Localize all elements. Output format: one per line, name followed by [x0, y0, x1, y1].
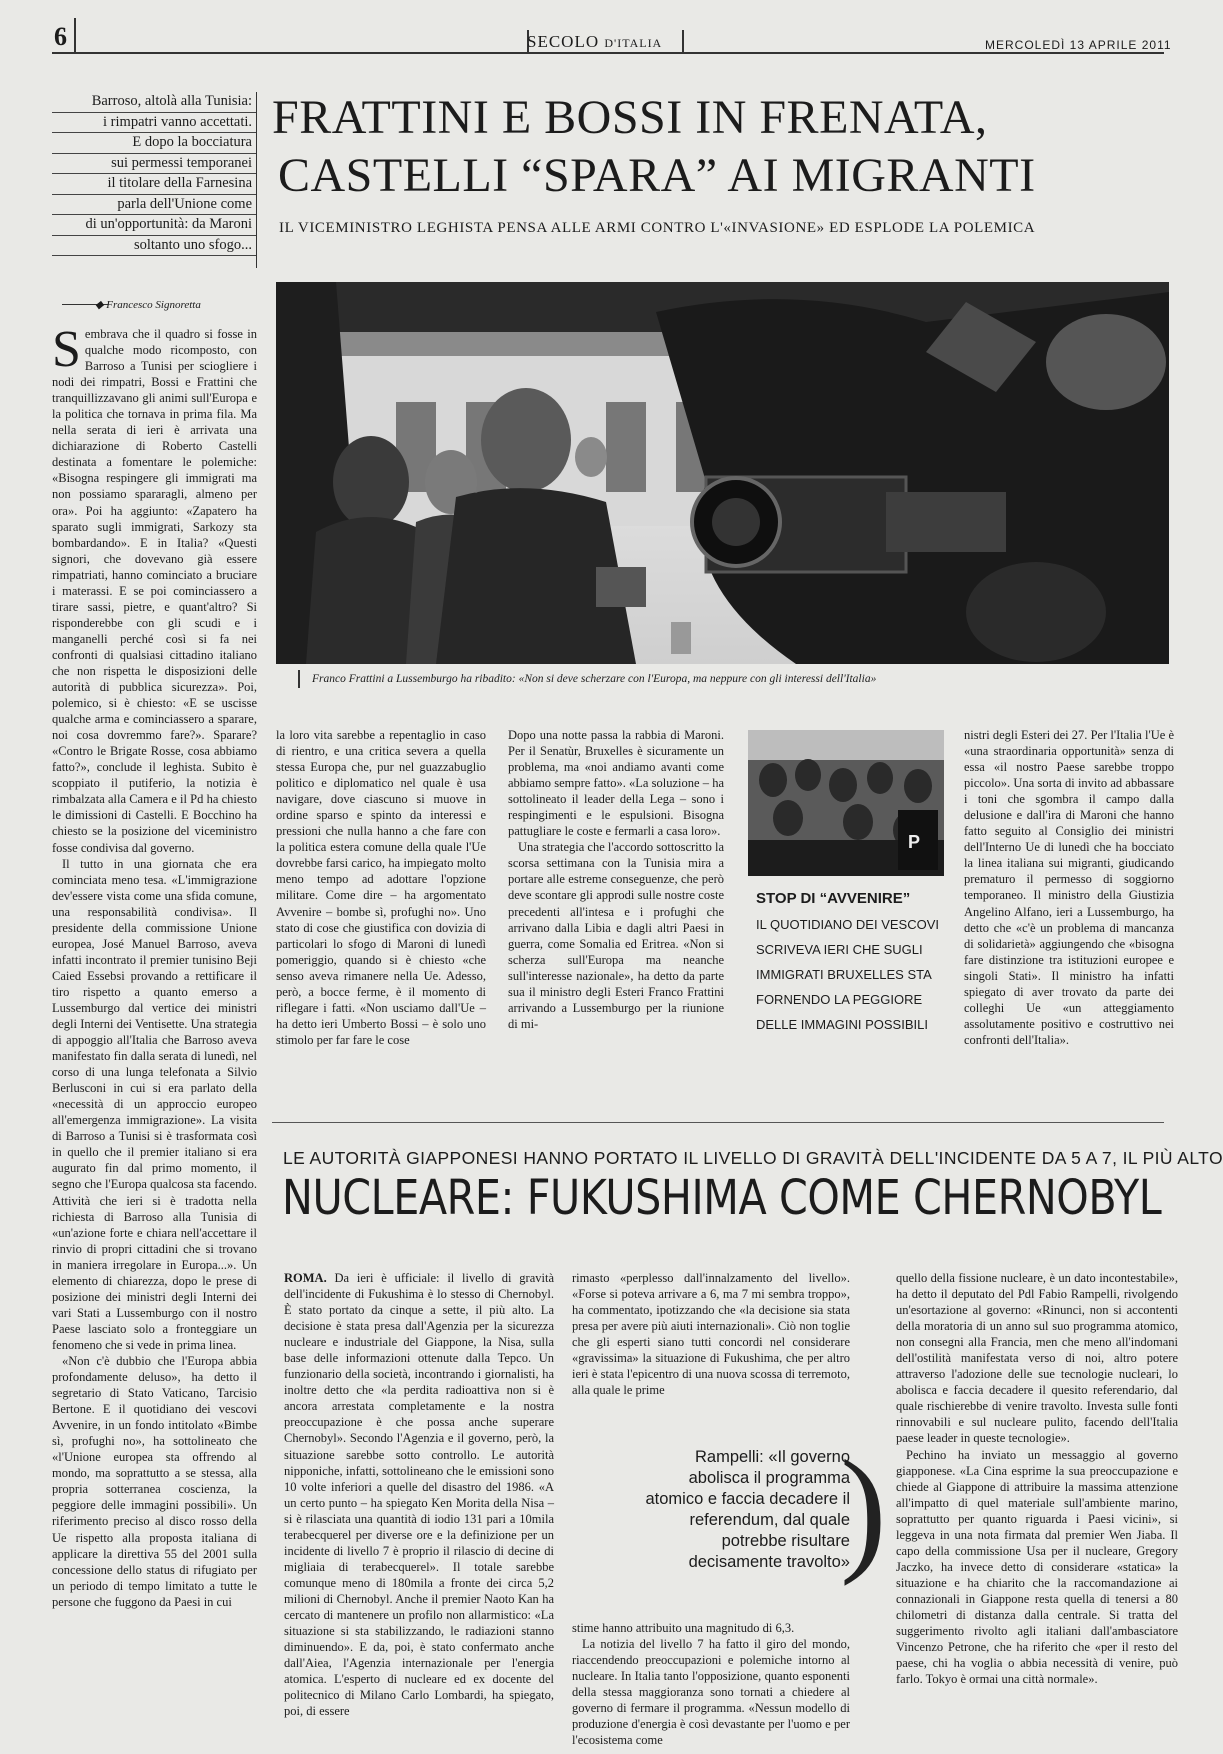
article-column-3	[896, 1270, 1178, 1734]
article-column-2	[276, 727, 486, 1079]
box-body: IL QUOTIDIANO DEI VESCOVI SCRIVEVA IERI CHE SUGLI IMMIGRATI BRUXELLES STA FORNENDO LA PEGGIORE DELLE IMMAGINI POSSIBILI	[756, 917, 939, 1032]
summary-line: sui permessi temporanei	[52, 154, 256, 175]
article-paragraph: nistri degli Esteri dei 27. Per l'Italia l'Ue è «una straordinaria opportunità» senza di essa «il nostro Paese sarebbe troppo piccolo». Una sorta di invito ad abbassare i toni che sgombra il campo dalla delusione e dall'ira di Maroni che hanno fatto seguito al Consiglio dei ministri dell'Interno Ue di lunedì che ha bocciato la linea italiana sui migranti, giudicando prematuro il permesso di soggiorno temporaneo. Il ministro della Giustizia Angelino Alfano, ieri a Lussemburgo, ha detto che «c'è un problema di mancanza di solidarietà» aggiungendo che «bisogna fare distinzione tra istituzioni europee e singoli Stati». Il ministro ha infatti spiegato di aver trovato da parte dei colleghi Ue «un atteggiamento assolutamente positivo e costruttivo nei confronti dell'Italia».	[964, 728, 1174, 1047]
box-title: STOP DI “AVVENIRE”	[756, 890, 911, 907]
article-paragraph: Dopo una notte passa la rabbia di Maroni. Per il Senatùr, Bruxelles è sicuramente un problema, ma «noi andiamo avanti come abbiamo sempre fatto». «La soluzione – ha sottolineato il leader della Lega – sono i respingimenti e le espulsioni. Bisogna pattugliare le coste e fermarli a casa loro».	[508, 728, 724, 839]
summary-line: i rimpatri vanno accettati.	[52, 113, 256, 134]
article-paragraph: Da ieri è ufficiale: il livello di gravità dell'incidente di Fukushima è lo stesso di Chernobyl. È stato portato da cinque a sette, il più alto. La decisione è stata presa dall'Agenzia per la sicurezza nucleare e industriale del Giappone, la Nisa, sulla base delle informazioni ottenute dalla Tepco. Un funzionario della società, incontrando i giornalisti, ha inoltre detto che «la perdita radioattiva non si è ancora arrestata completamente e la nostra preoccupazione è che possa anche superare Chernobyl». Secondo l'Agenzia e il governo, però, la situazione sarebbe sotto controllo. Le autorità nipponiche, infatti, sottolineano che le emissioni sono 10 volte inferiori a quelle del disastro del 1986. «A un certo punto – ha spiegato Ken Morita della Nisa – si è rilasciata una quantità di iodio 131 pari a 10mila terabecquerel per diverse ore e la definizione per un incidente di livello 7 è proprio il rilascio di decine di migliaia di terabecquerel». Il totale sarebbe comunque meno di 180mila a fronte dei circa 5,2 milioni di Chernobyl. Anche il premier Naoto Kan ha cercato di mantenere un profilo non allarmistico: «La situazione si sta stabilizzando, le radiazioni stanno diminuendo». E da, poi, è stato confermato anche dall'Aiea, l'Agenzia internazionale per l'energia atomica. L'esperto di nucleare ed ex docente del politecnico di Milano Carlo Lombardi, ha spiegato, poi, di essere	[284, 1271, 555, 1719]
summary-line: il titolare della Farnesina	[52, 174, 256, 195]
page-number: 6	[54, 22, 67, 51]
article-column-2-top	[572, 1270, 850, 1412]
article-paragraph: La notizia del livello 7 ha fatto il giro del mondo, riaccendendo preoccupazioni e polemiche intorno al nucleare. In Italia tanto l'opposizione, quanto esponenti della stessa maggioranza sono tornati a chiedere al governo di fermare il programma. «Nessun modello di produzione d'energia è così devastante per l'uomo e per l'ecosistema come	[572, 1637, 850, 1748]
article-kicker: LE AUTORITÀ GIAPPONESI HANNO PORTATO IL LIVELLO DI GRAVITÀ DELL'INCIDENTE DA 5 A 7, IL PIÙ ALTO	[283, 1148, 1223, 1168]
pull-quote: Rampelli: «Il governo abolisca il programma atomico e faccia decadere il referendum, dal quale potrebbe risultare decisamente travolto»	[645, 1448, 850, 1571]
article-column-1	[52, 321, 257, 1724]
masthead	[527, 32, 662, 52]
section-divider	[272, 1122, 1164, 1123]
summary-line: parla dell'Unione come	[52, 195, 256, 216]
summary-line: E dopo la bocciatura	[52, 133, 256, 154]
header-rule	[52, 52, 1164, 54]
masthead-suffix: D'ITALIA	[604, 36, 663, 50]
article-paragraph: stime hanno attribuito una magnitudo di 6,3.	[572, 1621, 795, 1635]
photo-caption: Franco Frattini a Lussemburgo ha ribadito: «Non si deve scherzare con l'Europa, ma neppure con gli interessi dell'Italia»	[312, 673, 877, 685]
article-headline-line2: CASTELLI “SPARA” AI MIGRANTI	[278, 149, 1036, 202]
article-column-1	[284, 1270, 554, 1734]
article-column-2-bottom	[572, 1620, 850, 1748]
article-subheadline: IL VICEMINISTRO LEGHISTA PENSA ALLE ARMI CONTRO L'«INVASIONE» ED ESPLODE LA POLEMICA	[279, 220, 1036, 236]
caption-marker	[298, 670, 300, 688]
article-paragraph: la loro vita sarebbe a repentaglio in caso di rientro, e una critica severa a quella stessa Europa che, pur nel guazzabuglio politico e diplomatico nel quale è usa navigare, dove ciascuno si muove in ordine sparso e spinto da interessi e pressioni che nulla hanno a che fare con la politica estera comune della quale l'Ue dovrebbe farsi carico, ha impiegato molto meno tempo ad adottare l'opzione militare. Come dire – ha argomentato Avvenire – bombe sì, profughi no». Uno stato di cose che giustifica con dovizia di particolari lo sfogo di Maroni di lunedì pomeriggio, quando si è chiesto «che senso aveva rimanere nella Ue. Adesso, però, a bocce ferme, è il momento di riflegare i fatti. «Non usciamo dall'Ue – ha detto ieri Umberto Bossi – è solo uno stimolo per far fare le cose	[276, 728, 486, 1047]
masthead-name: SECOLO	[527, 32, 600, 51]
masthead-divider	[682, 30, 684, 52]
byline: ◆ Francesco Signoretta	[95, 299, 201, 311]
article-paragraph: rimasto «perplesso dall'innalzamento del livello». «Forse si poteva arrivare a 6, ma 7 mi sembra troppo», ha commentato, ipotizzando che «la decisione sia stata presa per avere più aiuti internazionali». Ciò non toglie che gli esperti siano tutti concordi nel considerare «gravissima» la situazione di Fukushima, che per altro ieri è stata l'epicentro di una nuova scossa di terremoto, alla quale le prime	[572, 1271, 850, 1398]
article-headline-line1: FRATTINI E BOSSI IN FRENATA,	[272, 91, 988, 144]
article-paragraph: «Non c'è dubbio che l'Europa abbia profondamente deluso», ha detto il segretario di Stato Vaticano, Tarcisio Bertone. E il quotidiano dei vescovi Avvenire, in un fondo intitolato «Bimbe sì, profughi no», ha sottolineato che «l'Unione europea sta offrendo al mondo, ma soprattutto a se stessa, alla propria sotterranea coscienza, la peggiore delle immagini possibili». Un riferimento preciso al disco rosso della Ue rispetto alla proposta italiana di applicare la direttiva 55 del 2001 sulla concessione dello status di rifugiato per un periodo di tempo limitato a tutte le persone che fuggono da Paesi in cui	[52, 1354, 257, 1609]
summary-line: Barroso, altolà alla Tunisia:	[52, 92, 256, 113]
dateline: ROMA.	[284, 1271, 327, 1285]
summary-line: di un'opportunità: da Maroni	[52, 215, 256, 236]
article-summary-box	[52, 92, 257, 268]
article-column-3	[508, 727, 724, 1079]
svg-text:P: P	[908, 832, 921, 852]
dropcap: S	[52, 321, 81, 378]
article-paragraph: quello della fissione nucleare, è un dato incontestabile», ha detto il deputato del Pdl Fabio Rampelli, rivolgendo un'esortazione al governo: «Rinunci, non si accontenti della moratoria di un anno sul suo programma atomico, non consegni alla Francia, men che meno all'indomani dell'ostilità manifestata verso di noi, altro potere attraverso l'adozione delle sue tecnologie nucleari, lo abolisca e faccia decadere il quesito referendario, dal quale rischierebbe di venire travolto. Investa sulle fonti rinnovabili e sul nucleare pulito, facendo dell'Italia paese leader in queste tecnologie».	[896, 1271, 1178, 1446]
migrants-photo	[748, 730, 944, 876]
press-conference-photo	[276, 282, 1169, 664]
article-paragraph: Una strategia che l'accordo sottoscritto la scorsa settimana con la Tunisia mira a portare alle estreme conseguenze, che però deve scontare gli approdi sulle nostre coste precedenti all'intesa e i profughi che arrivano dalla Libia e dagli altri Paesi in guerra, come Somalia ed Eritrea. «Non si scherza sull'Europa ma neanche sull'interesse nazionale», ha detto da parte sua il ministro degli Esteri Franco Frattini arrivando a Lussemburgo per la riunione di mi-	[508, 840, 724, 1031]
summary-line: soltanto uno sfogo...	[52, 236, 256, 257]
article-paragraph: Il tutto in una giornata che era cominciata meno tesa. «L'immigrazione dev'essere vista come una sfida comune, una responsabilità condivisa». Il presidente della commissione Unione europea, José Manuel Barroso, aveva infatti incontrato il premier tunisino Beji Caied Essebsi provando a rettificare il tiro rispetto a quanto emerso a Lussemburgo dal vertice dei ministri degli Interni dei Ventisette. Una strategia di appoggio all'Italia che Barroso aveva manifestato fin dalla serata di lunedì, nel corso di una lunga telefonata a Silvio Berlusconi in cui si era parlato della «necessità di un approccio europeo all'emergenza immigrazione». La visita di Barroso a Tunisi si è trasformata così in quello che il premier italiano si era augurato fin dal primo momento, il segno che l'Europa qualcosa sta facendo. Attività che ieri si è tradotta nella richiesta di Barroso alla Tunisia di «un'azione forte e chiara nell'accettare il rinvio di propri cittadini che si trovano in maniera irregolare in Europa...». Un elemento di chiarezza, dopo le prese di posizione dei ministri degli Interni dei vari Stati a Lussemburgo con il nostro Paese lasciato solo a fronteggiare un fenomeno che si vede in prima linea.	[52, 856, 257, 1352]
issue-date: MERCOLEDÌ 13 APRILE 2011	[985, 38, 1172, 52]
article-paragraph: Pechino ha inviato un messaggio al governo giapponese. «La Cina esprime la sua preoccupazione e chiede al Giappone di attribuire la massima attenzione all'impatto di quel materiale sull'ambiente marino, soprattutto per quanto riguarda i Paesi vicini», si leggeva in una nota firmata dal premier Wen Jiaba. Il capo della commissione Usa per il nucleare, Gregory Jaczko, ha invece detto di considerare «statica» la situazione e ha chiarito che la raccomandazione ai connazionali in Giappone resta quella di tenersi a 80 chilometri di distanza dalla centrale. Si tratta del suggerimento rivolto agli italiani dall'ambasciatore Vincenzo Petrone, che ha riferito che «per il resto del paese, chi ha voglia o abbia necessità di venire, può farlo. Tokyo è ormai una città normale».	[896, 1447, 1178, 1687]
article-paragraph: embrava che il quadro si fosse in qualche modo ricomposto, con Barroso a Tunisi per sciogliere i nodi dei rimpatri, Bossi e Frattini che tranquillizzavano gli animi sull'Europa e la politica che tornava in prima fila. Ma nella serata di ieri è arrivata una dichiarazione di Roberto Castelli destinata a fomentare le polemiche: «Bisogna respingere gli immigrati ma non possiamo spararagli, almeno per ora». Poi ha aggiunto: «Zapatero ha sparato sugli immigrati, Sarkozy sta bombardando». E in Italia? «Questi signori, che dovevano già essere rimpatriati, hanno cominciato a bruciare i materassi. E se poi cominciassero a tirare sassi, pietre, e quant'altro? Si risponderebbe con gli scudi e i manganelli perché così si fa nei confronti di qualsiasi cittadino italiano che non rispetta le disposizioni delle autorità di pubblica sicurezza». Poi, polemico, si è chiesto: «E se uscisse qualche arma e cominciassero a sparare, noi cosa dovremmo fare?». Sparare? «Contro le Brigate Rosse, cosa abbiamo fatto?», conclude il leghista. Subito è scoppiato il putiferio, la notizia è rimbalzata alla Camera e il Pd ha chiesto le dimissioni di Castelli. E Bocchino ha chiesto se la posizione del viceministro fosse condivisa dal governo.	[52, 327, 257, 855]
article-headline: NUCLEARE: FUKUSHIMA COME CHERNOBYL	[282, 1170, 1162, 1226]
article-column-4	[964, 727, 1174, 1079]
pull-quote-bracket-icon: )	[840, 1432, 887, 1587]
byline-author: Francesco Signoretta	[106, 299, 201, 311]
